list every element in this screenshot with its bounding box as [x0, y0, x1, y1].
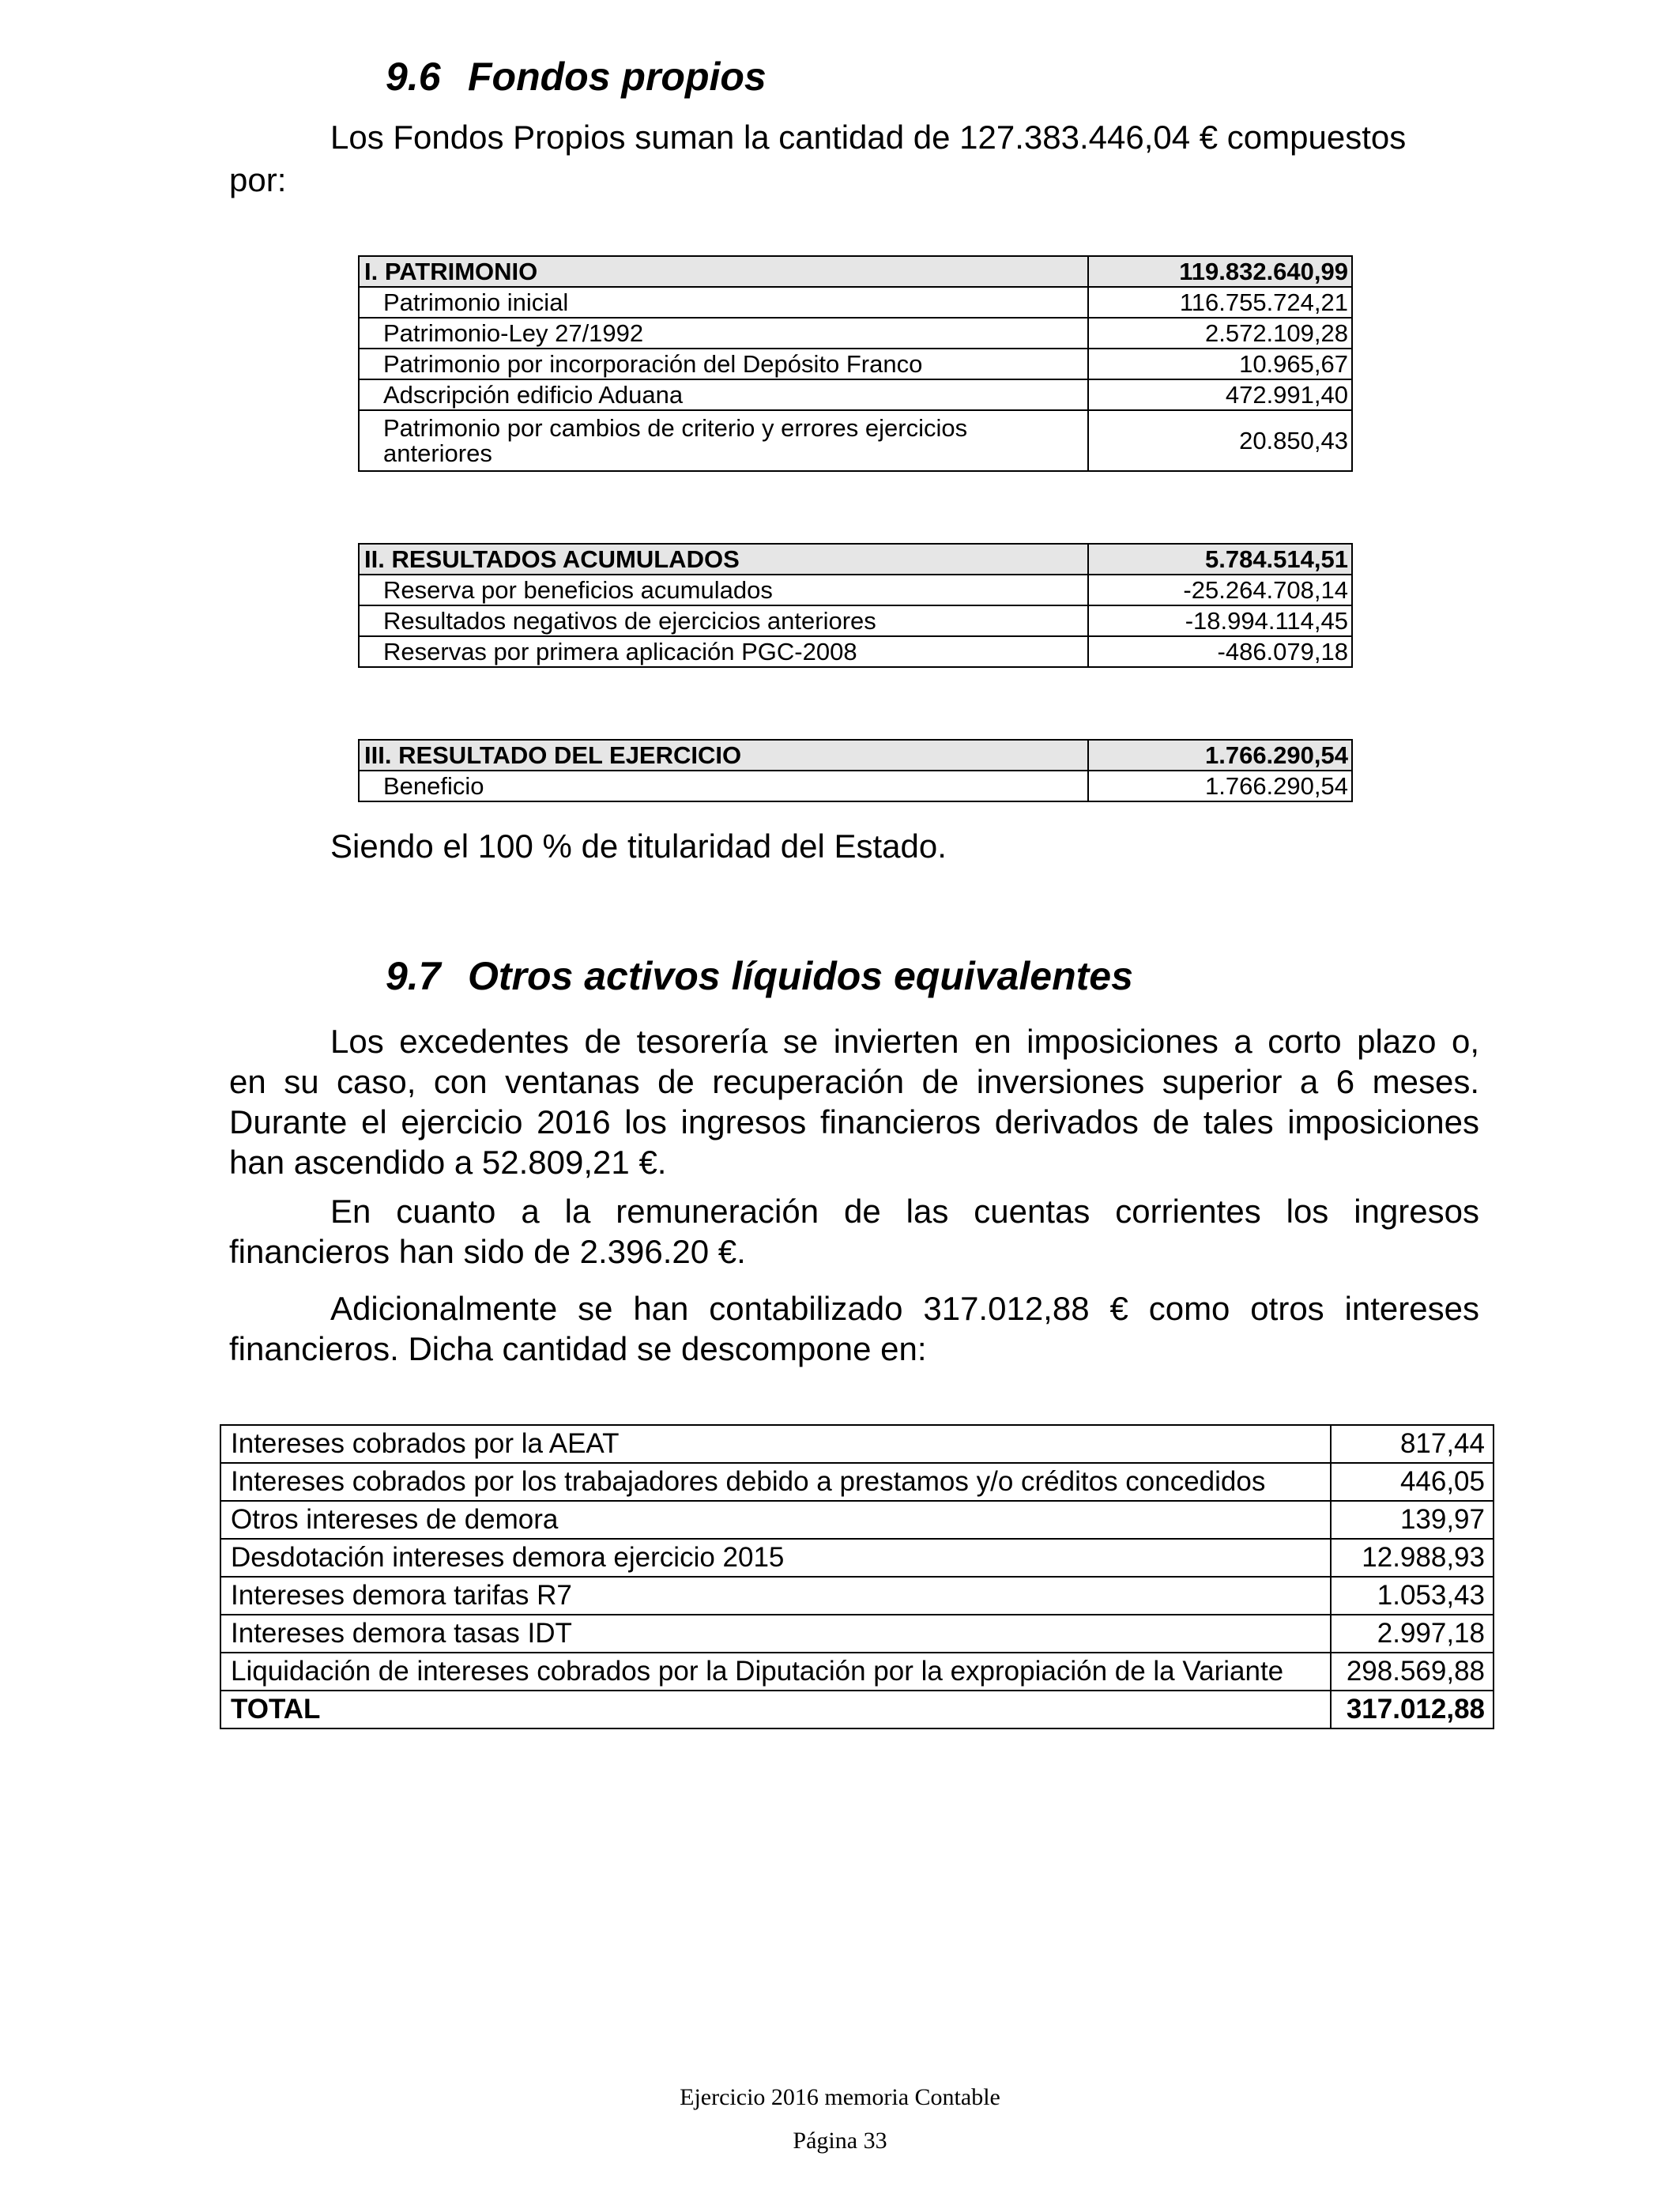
- row-value: 817,44: [1331, 1425, 1494, 1463]
- row-value: 1.766.290,54: [1088, 771, 1352, 801]
- row-label: Intereses cobrados por la AEAT: [220, 1425, 1331, 1463]
- table-row: [359, 410, 1352, 471]
- row-value: -486.079,18: [1088, 636, 1352, 667]
- row-label: Beneficio: [359, 771, 1088, 801]
- row-label-line: Patrimonio por cambios de criterio y errores ejercicios: [383, 413, 968, 442]
- row-label: Intereses demora tasas IDT: [220, 1615, 1331, 1653]
- paragraph-adicionalmente: [229, 1288, 1479, 1369]
- table-row: [359, 287, 1352, 318]
- table-resultados-acumulados: [358, 543, 1353, 668]
- table-row: [359, 771, 1352, 801]
- paragraph-line: han ascendido a 52.809,21 €.: [229, 1144, 667, 1181]
- paragraph-excedentes: [229, 1021, 1479, 1182]
- row-value: -25.264.708,14: [1088, 575, 1352, 605]
- row-label: Patrimonio-Ley 27/1992: [359, 318, 1088, 349]
- row-value: 472.991,40: [1088, 379, 1352, 410]
- table-header-row: [359, 544, 1352, 575]
- section-title: Fondos propios: [468, 55, 767, 99]
- row-label: Patrimonio inicial: [359, 287, 1088, 318]
- table-intereses: [220, 1424, 1494, 1729]
- paragraph-line: Durante el ejercicio 2016 los ingresos financieros derivados de tales imposiciones: [229, 1103, 1479, 1140]
- row-label: Adscripción edificio Aduana: [359, 379, 1088, 410]
- paragraph-line: Adicionalmente se han contabilizado 317.012,88 € como otros intereses: [330, 1290, 1479, 1327]
- section-number: 9.6: [386, 55, 441, 99]
- section-number: 9.7: [386, 954, 441, 998]
- paragraph-line: En cuanto a la remuneración de las cuentas corrientes los ingresos: [330, 1193, 1479, 1230]
- row-label: Liquidación de intereses cobrados por la Diputación por la expropiación de la Variante: [220, 1653, 1331, 1691]
- table-row: [359, 636, 1352, 667]
- row-value: 139,97: [1331, 1501, 1494, 1539]
- table-row: [359, 575, 1352, 605]
- paragraph-line: financieros. Dicha cantidad se descompone en:: [229, 1330, 927, 1367]
- table-row: [220, 1463, 1494, 1501]
- row-label: Reservas por primera aplicación PGC-2008: [359, 636, 1088, 667]
- row-value: 116.755.724,21: [1088, 287, 1352, 318]
- row-value: 1.053,43: [1331, 1577, 1494, 1615]
- table-row: [220, 1615, 1494, 1653]
- paragraph-line: financieros han sido de 2.396.20 €.: [229, 1233, 746, 1270]
- table-header-label: III. RESULTADO DEL EJERCICIO: [359, 740, 1088, 771]
- paragraph-line: Los excedentes de tesorería se invierten en imposiciones a corto plazo o,: [330, 1023, 1479, 1060]
- row-label: Intereses cobrados por los trabajadores debido a prestamos y/o créditos concedidos: [220, 1463, 1331, 1501]
- table-header-value: 5.784.514,51: [1088, 544, 1352, 575]
- table-row: [220, 1425, 1494, 1463]
- table-row: [220, 1577, 1494, 1615]
- page-number: Página 33: [793, 2128, 887, 2154]
- table-row: [359, 318, 1352, 349]
- row-value: 10.965,67: [1088, 349, 1352, 379]
- table-header-row: [359, 256, 1352, 287]
- table-row: [220, 1501, 1494, 1539]
- titularidad-text: Siendo el 100 % de titularidad del Estado.: [330, 827, 947, 865]
- row-label: Desdotación intereses demora ejercicio 2015: [220, 1539, 1331, 1577]
- total-value: 317.012,88: [1331, 1691, 1494, 1728]
- row-label: Resultados negativos de ejercicios anteriores: [359, 605, 1088, 636]
- table-patrimonio: [358, 255, 1353, 472]
- table-header-row: [359, 740, 1352, 771]
- row-value: 12.988,93: [1331, 1539, 1494, 1577]
- total-label: TOTAL: [220, 1691, 1331, 1728]
- section-heading-9-7: [386, 953, 1133, 999]
- row-value: 446,05: [1331, 1463, 1494, 1501]
- section-heading-9-6: [386, 54, 767, 100]
- section-title: Otros activos líquidos equivalentes: [468, 954, 1133, 998]
- table-header-label: I. PATRIMONIO: [359, 256, 1088, 287]
- row-value: -18.994.114,45: [1088, 605, 1352, 636]
- footer-title: Ejercicio 2016 memoria Contable: [680, 2084, 1000, 2110]
- table-resultado-ejercicio: [358, 739, 1353, 802]
- table-row: [359, 379, 1352, 410]
- table-total-row: [220, 1691, 1494, 1728]
- row-label: Otros intereses de demora: [220, 1501, 1331, 1539]
- row-label: Patrimonio por incorporación del Depósito Franco: [359, 349, 1088, 379]
- table-row: [220, 1539, 1494, 1577]
- table-row: [359, 605, 1352, 636]
- table-header-value: 119.832.640,99: [1088, 256, 1352, 287]
- table-row: [220, 1653, 1494, 1691]
- intro-line-1: Los Fondos Propios suman la cantidad de 127.383.446,04 € compuestos: [330, 119, 1407, 156]
- row-label: Reserva por beneficios acumulados: [359, 575, 1088, 605]
- row-label: [359, 410, 1088, 471]
- paragraph-line: en su caso, con ventanas de recuperación de inversiones superior a 6 meses.: [229, 1063, 1479, 1100]
- intro-line-2: por:: [229, 161, 287, 198]
- row-value: 2.572.109,28: [1088, 318, 1352, 349]
- row-value: 20.850,43: [1088, 410, 1352, 471]
- row-value: 298.569,88: [1331, 1653, 1494, 1691]
- table-header-value: 1.766.290,54: [1088, 740, 1352, 771]
- table-row: [359, 349, 1352, 379]
- row-label: Intereses demora tarifas R7: [220, 1577, 1331, 1615]
- paragraph-remuneracion: [229, 1191, 1479, 1272]
- row-label-line: anteriores: [383, 439, 492, 467]
- row-value: 2.997,18: [1331, 1615, 1494, 1653]
- table-header-label: II. RESULTADOS ACUMULADOS: [359, 544, 1088, 575]
